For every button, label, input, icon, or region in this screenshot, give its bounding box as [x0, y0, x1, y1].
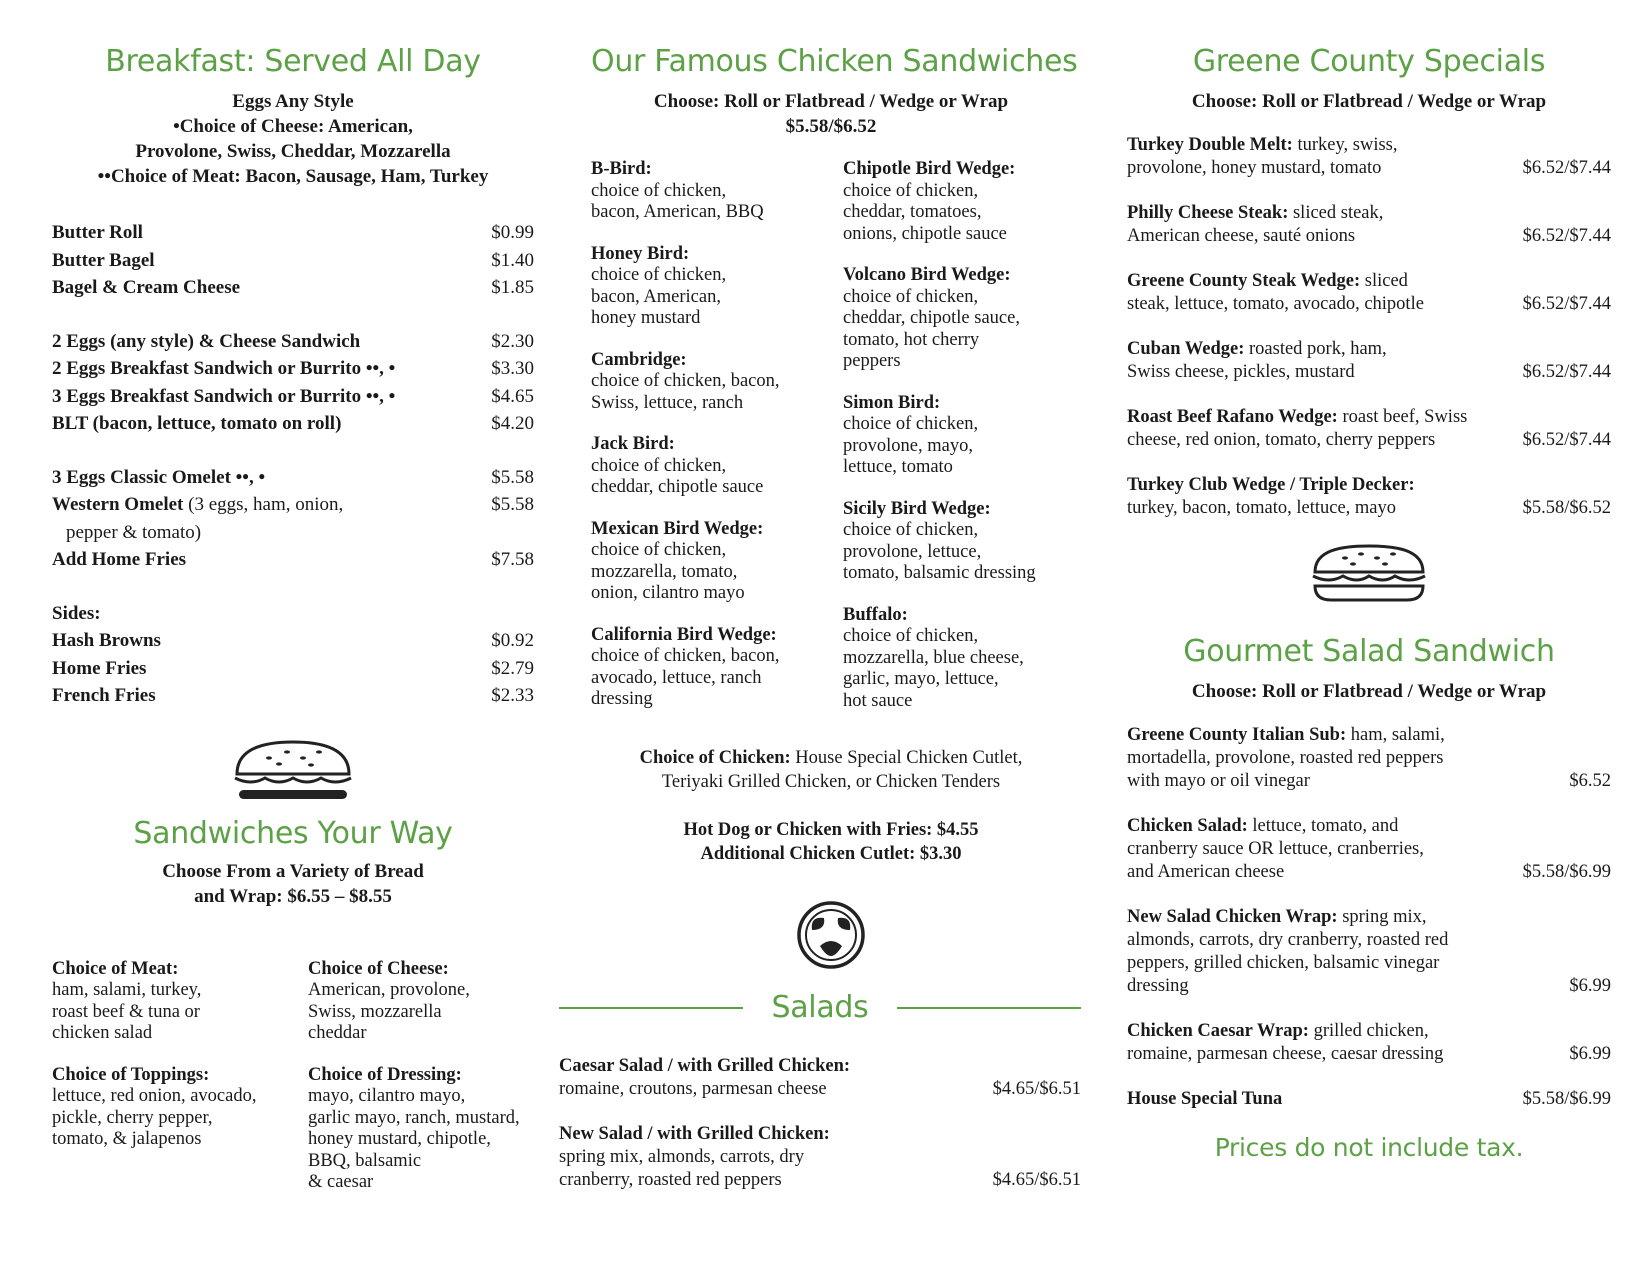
- item-name: Philly Cheese Steak:: [1127, 203, 1289, 223]
- item-line: provolone, mayo,: [843, 435, 973, 456]
- item-line: hot sauce: [843, 690, 913, 711]
- special-item: [1127, 474, 1611, 520]
- gourmet-item: [1127, 906, 1611, 998]
- menu-row: [52, 355, 534, 383]
- chicken-item: [843, 605, 1036, 713]
- item-name: Turkey Club Wedge / Triple Decker:: [1127, 475, 1415, 495]
- item-name: Butter Roll: [52, 222, 143, 243]
- gourmet-item: [1127, 1088, 1611, 1111]
- item-name: Add Home Fries: [52, 549, 187, 570]
- chicken-title: Our Famous Chicken Sandwiches: [591, 44, 1078, 79]
- menu-row: [52, 464, 534, 492]
- item-desc: grilled chicken,: [1308, 1021, 1429, 1041]
- item-price: $4.20: [491, 413, 534, 434]
- option-meat: [52, 959, 308, 1045]
- item-line: honey mustard: [591, 308, 701, 328]
- item-line: American cheese, sauté onions: [1127, 226, 1356, 246]
- gourmet-desc: [1127, 815, 1487, 884]
- item-price: $5.58/$6.52: [1522, 498, 1611, 518]
- divider: [559, 1007, 743, 1009]
- item-price: $5.58/$6.99: [1522, 1089, 1611, 1109]
- option-line: cheddar: [308, 1023, 367, 1043]
- gourmet-desc: [1127, 906, 1487, 998]
- item-name: Greene County Italian Sub:: [1127, 725, 1347, 745]
- item-line: cheddar, chipotle sauce,: [843, 308, 1020, 328]
- breakfast-group-1: [52, 219, 534, 302]
- item-price: $4.65/$6.51: [992, 1079, 1081, 1099]
- menu-row: [52, 383, 534, 411]
- menu-row: [52, 546, 534, 574]
- item-name: Sicily Bird Wedge:: [843, 498, 991, 519]
- chicken-list: [591, 159, 1071, 732]
- item-line: peppers: [843, 351, 901, 371]
- option-line: garlic mayo, ranch, mustard,: [308, 1107, 520, 1128]
- item-price: $4.65/$6.51: [992, 1170, 1081, 1190]
- item-desc: ham, salami,: [1346, 725, 1445, 745]
- item-name: 3 Eggs Classic Omelet ••, •: [52, 466, 266, 488]
- gourmet-item: [1127, 1020, 1611, 1066]
- chicken-item: [591, 244, 843, 330]
- item-line: tomato, balsamic dressing: [843, 563, 1036, 583]
- special-desc: [1127, 134, 1487, 180]
- option-line: BBQ, balsamic: [308, 1150, 422, 1171]
- western-desc: (3 eggs, ham, onion,: [183, 494, 344, 515]
- item-line: cranberry sauce OR lettuce, cranberries,: [1127, 839, 1424, 859]
- option-line: honey mustard, chipotle,: [308, 1129, 491, 1149]
- special-item: [1127, 134, 1611, 180]
- item-line: bacon, American,: [591, 286, 721, 307]
- item-line: spring mix, almonds, carrots, dry: [559, 1147, 805, 1167]
- specials-title: Greene County Specials: [1192, 44, 1546, 79]
- your-way-left: [52, 959, 308, 1214]
- item-name: Butter Bagel: [52, 249, 155, 271]
- option-toppings: [52, 1065, 308, 1151]
- chicken-item: [591, 434, 843, 499]
- chicken-choice: [591, 746, 1071, 794]
- chicken-item: [843, 159, 1036, 245]
- item-price: $7.58: [491, 549, 534, 570]
- item-line: dressing: [591, 689, 653, 709]
- item-line: choice of chicken,: [591, 265, 727, 285]
- menu-row: [52, 655, 534, 683]
- gourmet-item: [1127, 815, 1611, 884]
- item-line: bacon, American, BBQ: [591, 202, 764, 222]
- chicken-choice-label: Choice of Chicken:: [639, 748, 791, 768]
- item-line: with mayo or oil vinegar: [1127, 771, 1310, 791]
- item-desc: sliced: [1360, 271, 1408, 291]
- breakfast-title: Breakfast: Served All Day: [105, 44, 481, 79]
- menu-row: [52, 274, 534, 302]
- option-label: Choice of Meat:: [52, 958, 179, 979]
- item-line: Swiss cheese, pickles, mustard: [1127, 362, 1355, 382]
- sub-sandwich-icon: [1127, 542, 1611, 604]
- omelet-group: [52, 464, 534, 574]
- breakfast-group-2: [52, 328, 534, 438]
- item-name: Buffalo:: [843, 604, 908, 625]
- item-price: $4.65: [491, 385, 534, 407]
- item-line: mozzarella, tomato,: [591, 561, 738, 582]
- specials-list: [1127, 134, 1611, 520]
- tax-note: Prices do not include tax.: [1214, 1133, 1524, 1162]
- menu-row: [52, 328, 534, 356]
- salad-item: [559, 1123, 1081, 1192]
- item-name: Jack Bird:: [591, 434, 675, 454]
- item-desc: roasted pork, ham,: [1244, 339, 1387, 359]
- chicken-right: [843, 159, 1036, 732]
- gourmet-desc: [1127, 724, 1487, 793]
- your-way-title: Sandwiches Your Way: [133, 815, 453, 851]
- chicken-sub-line: $5.58/$6.52: [785, 116, 877, 137]
- sandwich-icon: [52, 738, 534, 804]
- item-name: 2 Eggs Breakfast Sandwich or Burrito ••, •: [52, 358, 396, 379]
- item-price: $2.30: [491, 330, 534, 352]
- chicken-subtitle: [591, 89, 1071, 139]
- item-desc: sliced steak,: [1288, 203, 1384, 223]
- item-name: French Fries: [52, 685, 156, 706]
- chicken-item: [843, 499, 1036, 585]
- item-name: House Special Tuna: [1127, 1089, 1283, 1109]
- chicken-item: [843, 265, 1036, 373]
- item-name: Honey Bird:: [591, 243, 690, 264]
- item-name: Cambridge:: [591, 349, 687, 370]
- gourmet-desc: [1127, 1020, 1487, 1066]
- gourmet-subtitle: Choose: Roll or Flatbread / Wedge or Wrap: [1191, 681, 1547, 702]
- special-desc: [1127, 338, 1487, 384]
- chicken-choice-line: Teriyaki Grilled Chicken, or Chicken Tenders: [661, 772, 1001, 792]
- menu-row: [52, 627, 534, 655]
- item-name: Mexican Bird Wedge:: [591, 518, 764, 539]
- item-name: 3 Eggs Breakfast Sandwich or Burrito ••, •: [52, 385, 396, 407]
- item-name: Chicken Salad:: [1127, 816, 1248, 836]
- item-line: choice of chicken,: [843, 414, 979, 434]
- salads-title: Salads: [771, 990, 869, 1025]
- item-line: cheese, red onion, tomato, cherry peppers: [1127, 430, 1436, 450]
- item-line: choice of chicken,: [843, 180, 979, 201]
- salad-item: [559, 1055, 1081, 1101]
- chicken-item: [591, 159, 843, 224]
- option-label: Choice of Dressing:: [308, 1064, 462, 1085]
- salad-desc: [559, 1123, 919, 1192]
- option-line: & caesar: [308, 1172, 374, 1192]
- intro-line: ••Choice of Meat: Bacon, Sausage, Ham, Turkey: [97, 166, 489, 187]
- item-price: $2.79: [491, 657, 534, 679]
- item-desc: spring mix,: [1337, 907, 1427, 927]
- item-name: Chicken Caesar Wrap:: [1127, 1021, 1309, 1041]
- item-name: New Salad / with Grilled Chicken:: [559, 1124, 830, 1144]
- item-line: choice of chicken, bacon,: [591, 646, 780, 666]
- salad-desc: [559, 1055, 919, 1101]
- item-line: provolone, lettuce,: [843, 541, 982, 562]
- hotdog-line: Hot Dog or Chicken with Fries: $4.55: [683, 820, 979, 840]
- breakfast-column: [52, 0, 534, 1214]
- item-name: New Salad Chicken Wrap:: [1127, 907, 1338, 927]
- item-name: Greene County Steak Wedge:: [1127, 271, 1361, 291]
- item-price: $6.99: [1569, 976, 1611, 996]
- chicken-left: [591, 159, 843, 732]
- divider: [897, 1007, 1081, 1009]
- special-item: [1127, 406, 1611, 452]
- item-line: garlic, mayo, lettuce,: [843, 669, 999, 689]
- item-price: $6.52/$7.44: [1522, 158, 1611, 178]
- item-price: $6.52/$7.44: [1522, 294, 1611, 314]
- item-line: romaine, parmesan cheese, caesar dressing: [1127, 1044, 1444, 1064]
- item-price: $3.30: [491, 358, 534, 379]
- special-desc: [1127, 270, 1487, 316]
- item-line: choice of chicken,: [843, 286, 979, 307]
- sides-label-text: Sides:: [52, 602, 101, 624]
- item-line: avocado, lettuce, ranch: [591, 667, 762, 688]
- item-name: Turkey Double Melt:: [1127, 135, 1293, 155]
- special-item: [1127, 270, 1611, 316]
- item-line: cheddar, chipotle sauce: [591, 477, 764, 497]
- item-line: choice of chicken,: [843, 626, 979, 646]
- your-way-sub-line: and Wrap: $6.55 – $8.55: [194, 885, 392, 907]
- option-label: Choice of Toppings:: [52, 1064, 210, 1085]
- chicken-item: [591, 350, 843, 415]
- item-line: choice of chicken,: [591, 180, 727, 201]
- item-name: Home Fries: [52, 657, 147, 679]
- option-line: Swiss, mozzarella: [308, 1001, 442, 1022]
- item-line: dressing: [1127, 976, 1189, 996]
- item-name: 2 Eggs (any style) & Cheese Sandwich: [52, 330, 361, 352]
- item-desc: turkey, swiss,: [1292, 135, 1398, 155]
- intro-line: Provolone, Swiss, Cheddar, Mozzarella: [135, 141, 451, 162]
- chicken-item: [591, 625, 843, 711]
- salads-list: [559, 1055, 1081, 1192]
- item-price: $5.58/$6.99: [1522, 862, 1611, 882]
- option-dressing: [308, 1065, 520, 1194]
- specials-column: [1127, 0, 1611, 1162]
- western-name: Western Omelet: [52, 494, 184, 515]
- item-desc: lettuce, tomato, and: [1247, 816, 1399, 836]
- menu-row: [52, 491, 534, 519]
- cutlet-line: Additional Chicken Cutlet: $3.30: [700, 844, 962, 864]
- item-price: $0.99: [491, 222, 534, 243]
- item-name: Roast Beef Rafano Wedge:: [1127, 407, 1338, 427]
- item-line: peppers, grilled chicken, balsamic vinegar: [1127, 953, 1440, 973]
- item-price: $0.92: [491, 630, 534, 651]
- option-line: tomato, & jalapenos: [52, 1129, 202, 1149]
- item-line: mortadella, provolone, roasted red peppers: [1127, 748, 1444, 768]
- option-cheese: [308, 959, 520, 1045]
- gourmet-title: Gourmet Salad Sandwich: [1183, 634, 1555, 669]
- item-name: Caesar Salad / with Grilled Chicken:: [559, 1056, 851, 1076]
- item-name: Simon Bird:: [843, 392, 941, 413]
- your-way-sub-line: Choose From a Variety of Bread: [162, 860, 424, 882]
- item-line: choice of chicken, bacon,: [591, 371, 780, 391]
- item-line: cheddar, tomatoes,: [843, 202, 982, 222]
- item-price: $6.99: [1569, 1044, 1611, 1064]
- salad-bowl-icon: [591, 900, 1071, 970]
- breakfast-intro: [52, 89, 534, 189]
- western-desc-line: pepper & tomato): [66, 521, 202, 543]
- chicken-extras: [591, 818, 1071, 866]
- your-way-right: [308, 959, 520, 1214]
- gourmet-desc: [1127, 1088, 1487, 1111]
- item-name: B-Bird:: [591, 159, 652, 179]
- item-desc: roast beef, Swiss: [1337, 407, 1468, 427]
- item-price: $6.52: [1569, 771, 1611, 791]
- item-line: lettuce, tomato: [843, 457, 953, 477]
- gourmet-item: [1127, 724, 1611, 793]
- specials-subtitle: Choose: Roll or Flatbread / Wedge or Wrap: [1191, 91, 1547, 112]
- intro-line: •Choice of Cheese: American,: [173, 116, 413, 137]
- item-name: BLT (bacon, lettuce, tomato on roll): [52, 413, 342, 434]
- item-line: and American cheese: [1127, 862, 1285, 882]
- your-way-subtitle: [52, 859, 534, 909]
- item-price: $1.85: [491, 277, 534, 298]
- chicken-column: [559, 0, 1081, 1214]
- option-line: American, provolone,: [308, 980, 470, 1000]
- option-line: roast beef & tuna or: [52, 1001, 200, 1022]
- option-line: mayo, cilantro mayo,: [308, 1086, 466, 1106]
- item-line: choice of chicken,: [843, 520, 979, 540]
- menu-row: [52, 219, 534, 247]
- item-line: almonds, carrots, dry cranberry, roasted red: [1127, 930, 1449, 950]
- item-line: Swiss, lettuce, ranch: [591, 392, 744, 413]
- chicken-choice-line: [591, 746, 1071, 770]
- gourmet-list: [1127, 724, 1611, 1111]
- sides-group: [52, 600, 534, 710]
- item-line: steak, lettuce, tomato, avocado, chipotle: [1127, 294, 1424, 314]
- item-line: onions, chipotle sauce: [843, 223, 1007, 244]
- chicken-choice-text: House Special Chicken Cutlet,: [790, 748, 1023, 768]
- item-line: tomato, hot cherry: [843, 329, 980, 350]
- item-line: provolone, honey mustard, tomato: [1127, 158, 1382, 178]
- menu-row: [52, 682, 534, 710]
- item-line: choice of chicken,: [591, 455, 727, 476]
- option-line: chicken salad: [52, 1023, 153, 1043]
- item-line: mozzarella, blue cheese,: [843, 647, 1024, 668]
- item-line: onion, cilantro mayo: [591, 583, 745, 603]
- item-price: $1.40: [491, 249, 534, 271]
- item-price: $5.58: [491, 494, 534, 515]
- item-line: choice of chicken,: [591, 540, 727, 560]
- item-line: romaine, croutons, parmesan cheese: [559, 1079, 827, 1099]
- special-item: [1127, 338, 1611, 384]
- option-line: lettuce, red onion, avocado,: [52, 1086, 257, 1106]
- intro-line: Eggs Any Style: [232, 91, 354, 112]
- item-name: [52, 491, 343, 519]
- item-line: cranberry, roasted red peppers: [559, 1170, 782, 1190]
- item-line: turkey, bacon, tomato, lettuce, mayo: [1127, 498, 1397, 518]
- salads-header: [559, 990, 1081, 1025]
- chicken-item: [591, 519, 843, 605]
- option-line: pickle, cherry pepper,: [52, 1107, 213, 1128]
- item-name: California Bird Wedge:: [591, 624, 777, 645]
- item-name: Bagel & Cream Cheese: [52, 277, 241, 298]
- your-way-options: [52, 959, 534, 1214]
- item-price: $6.52/$7.44: [1522, 226, 1611, 246]
- special-desc: [1127, 202, 1487, 248]
- item-price: $5.58: [491, 466, 534, 488]
- western-desc-2: [52, 519, 534, 547]
- special-item: [1127, 202, 1611, 248]
- chicken-item: [843, 393, 1036, 479]
- item-price: $6.52/$7.44: [1522, 362, 1611, 382]
- item-name: Volcano Bird Wedge:: [843, 265, 1011, 285]
- menu-row: [52, 247, 534, 275]
- option-line: ham, salami, turkey,: [52, 980, 202, 1000]
- chicken-sub-line: Choose: Roll or Flatbread / Wedge or Wrap: [653, 91, 1009, 112]
- item-price: $6.52/$7.44: [1522, 430, 1611, 450]
- special-desc: [1127, 474, 1487, 520]
- sides-label: [52, 600, 534, 628]
- menu-row: [52, 410, 534, 438]
- item-name: Cuban Wedge:: [1127, 339, 1245, 359]
- item-name: Hash Browns: [52, 630, 161, 651]
- option-label: Choice of Cheese:: [308, 958, 449, 979]
- item-price: $2.33: [491, 685, 534, 706]
- item-name: Chipotle Bird Wedge:: [843, 159, 1016, 179]
- special-desc: [1127, 406, 1487, 452]
